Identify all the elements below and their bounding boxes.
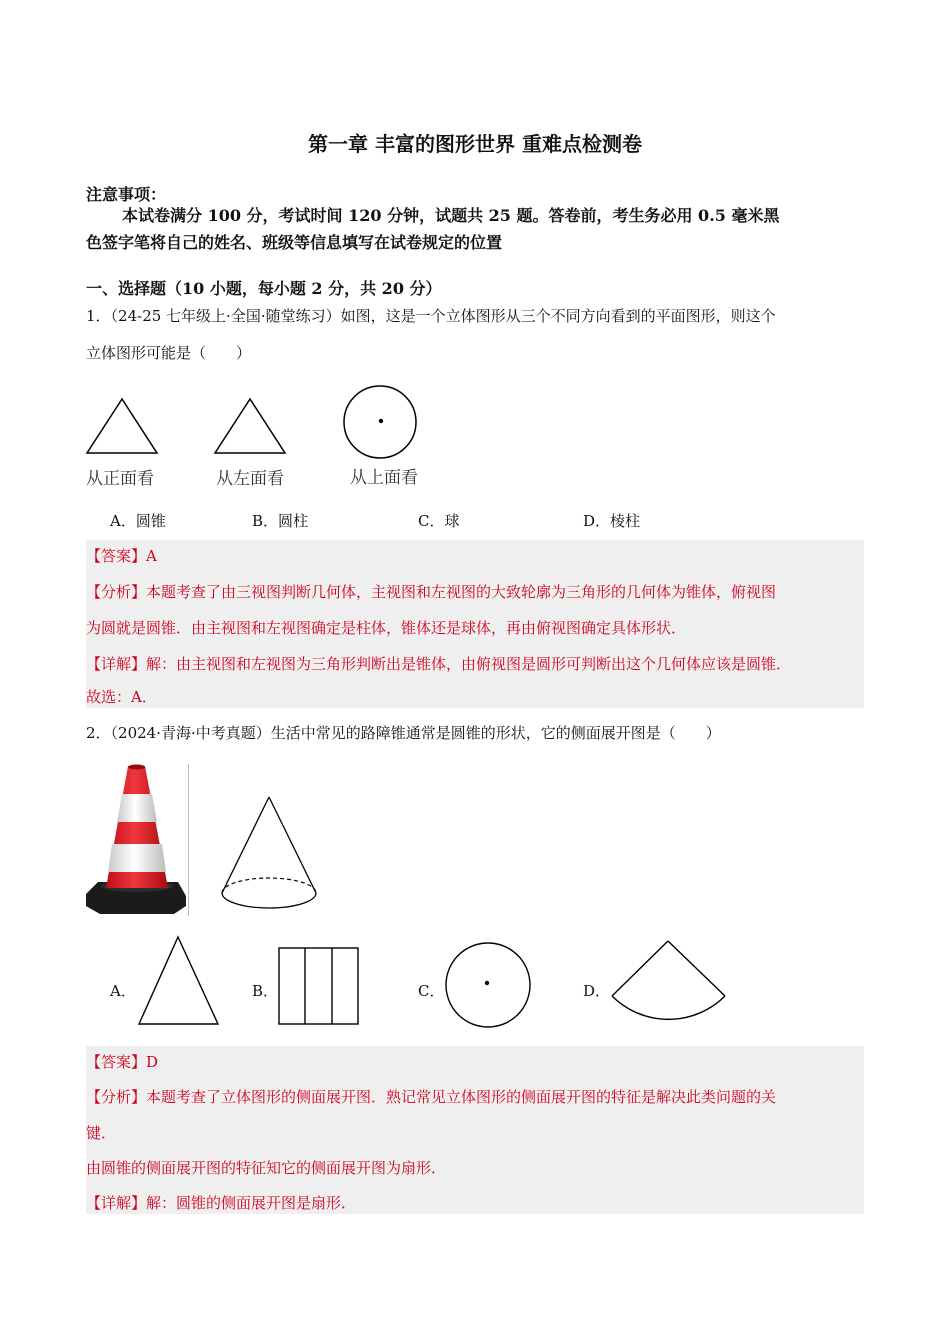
- q2-option-d-sector-icon: [610, 940, 728, 1006]
- q1-analysis-line-2: 为圆就是圆锥．由主视图和左视图确定是柱体，锥体还是球体，再由俯视图确定具体形状．: [86, 619, 687, 637]
- page-title: 第一章 丰富的图形世界 重难点检测卷: [308, 132, 642, 156]
- q2-option-a-triangle-icon: [138, 936, 220, 1026]
- q2-detail-text-1: 解：圆锥的侧面展开图是扇形．: [146, 1194, 357, 1212]
- q1-detail-tag: 【详解】: [86, 655, 147, 673]
- q1-view-label-top: 从上面看: [350, 468, 418, 488]
- q2-answer-box: [86, 1046, 864, 1214]
- section-heading-choice: 一、选择题（10 小题，每小题 2 分，共 20 分）: [86, 279, 442, 298]
- q1-analysis-line-1: [86, 581, 776, 602]
- q1-option-d: D．棱柱: [583, 512, 641, 530]
- q1-answer-box: [86, 540, 864, 708]
- q1-view-label-front: 从正面看: [86, 469, 154, 489]
- q1-view-label-left: 从左面看: [216, 469, 284, 489]
- q1-front-view-triangle-icon: [86, 398, 158, 455]
- q2-option-b-letter: B．: [252, 982, 279, 1000]
- traffic-cone-photo-icon: [86, 764, 190, 916]
- notice-heading: 注意事项：: [86, 185, 167, 204]
- q1-stem-line-2: 立体图形可能是（ ）: [86, 344, 252, 362]
- q2-answer-line: [86, 1051, 158, 1072]
- q1-answer-tag: 【答案】: [86, 547, 147, 565]
- q2-option-c-circle-icon: [444, 941, 532, 1029]
- q2-option-d-letter: D．: [583, 982, 611, 1000]
- q1-option-a: A．圆锥: [110, 512, 166, 530]
- q2-stem-line-1: 2．（2024·青海·中考真题）生活中常见的路障锥通常是圆锥的形状，它的侧面展开图是（ ）: [86, 724, 721, 742]
- q1-analysis-tag: 【分析】: [86, 583, 147, 601]
- q1-analysis-text-1: 本题考查了由三视图判断几何体，主视图和左视图的大致轮廓为三角形的几何体为锥体，俯视图: [146, 583, 777, 601]
- q2-detail-tag: 【详解】: [86, 1194, 147, 1212]
- q2-analysis-line-2: 键．: [86, 1124, 117, 1142]
- q1-answer-line: [86, 545, 157, 566]
- q2-option-c-letter: C．: [418, 982, 445, 1000]
- q2-analysis-tag: 【分析】: [86, 1088, 147, 1106]
- q1-option-c: C．球: [418, 512, 460, 530]
- notice-line-1: 本试卷满分 100 分，考试时间 120 分钟，试题共 25 题。答卷前，考生务必用 0.5 毫米黑: [122, 206, 780, 225]
- q1-detail-text-1: 解：由主视图和左视图为三角形判断出是锥体，由俯视图是圆形可判断出这个几何体应该是圆锥．: [146, 655, 792, 673]
- q2-option-b-rectangle-icon: [278, 947, 360, 1026]
- q2-detail-line-1: [86, 1192, 356, 1213]
- q2-option-a-letter: A．: [110, 982, 136, 1000]
- q1-left-view-triangle-icon: [214, 398, 286, 455]
- q1-answer-value: A: [146, 547, 157, 565]
- q1-stem-line-1: 1．（24-25 七年级上·全国·随堂练习）如图，这是一个立体图形从三个不同方向看到的平面图形，则这个: [86, 307, 776, 325]
- q1-option-b: B．圆柱: [252, 512, 309, 530]
- q2-analysis-line-3: 由圆锥的侧面展开图的特征知它的侧面展开图为扇形．: [86, 1159, 447, 1177]
- notice-line-2: 色签字笔将自己的姓名、班级等信息填写在试卷规定的位置: [86, 233, 503, 252]
- q2-answer-tag: 【答案】: [86, 1053, 147, 1071]
- cone-diagram-icon: [220, 796, 320, 914]
- q1-detail-line-2: 故选：A．: [86, 688, 157, 706]
- q2-answer-value: D: [146, 1053, 159, 1071]
- figure-divider: [188, 764, 189, 916]
- q1-detail-line-1: [86, 653, 791, 674]
- q1-top-view-circle-icon: [342, 384, 418, 460]
- q2-analysis-text-1: 本题考查了立体图形的侧面展开图．熟记常见立体图形的侧面展开图的特征是解决此类问题的关: [146, 1088, 777, 1106]
- q2-analysis-line-1: [86, 1086, 776, 1107]
